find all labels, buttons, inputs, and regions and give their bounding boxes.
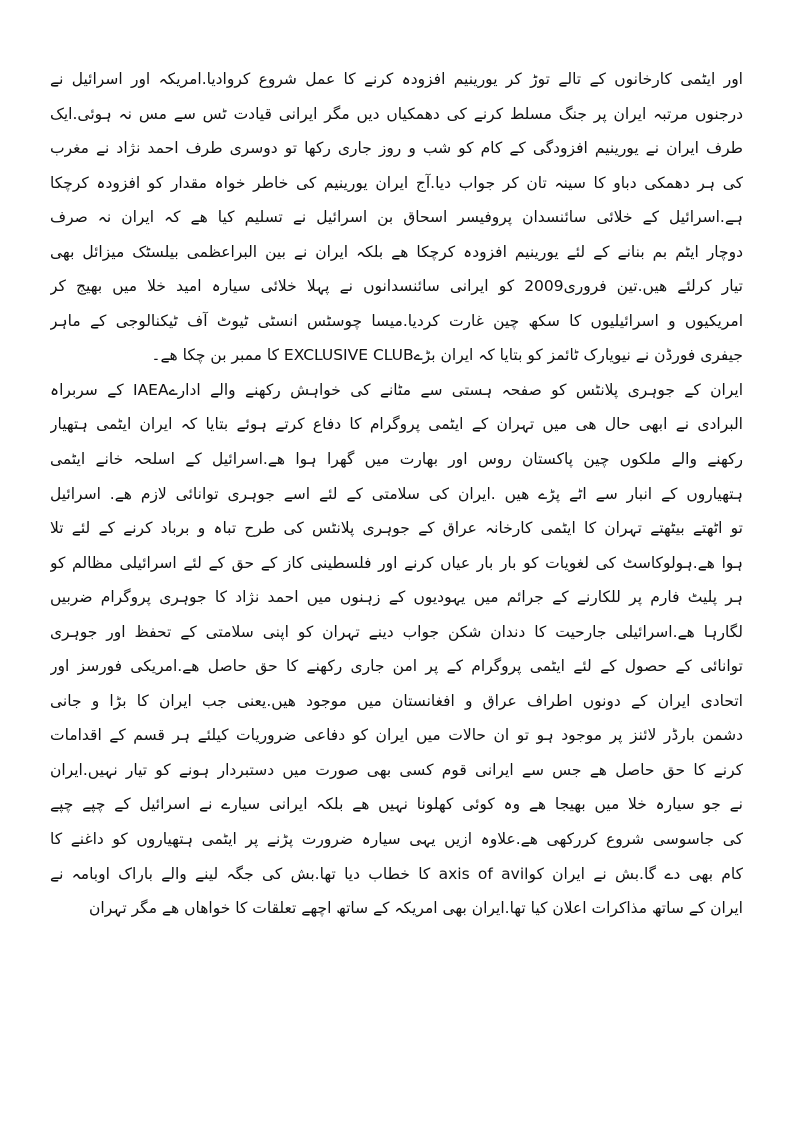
text-line: ایران کے ساتھ مذاکرات اعلان کیا تھا.ایران بھی امریکہ کے ساتھ اچھے تعلقات کا خواھاں ھے مگر تہران <box>89 899 743 918</box>
text-line: جیفری فورڈن نے نیویارک ٹائمز کو بتایا کہ ایران بڑےEXCLUSIVE CLUB کا ممبر بن چکا ھے۔ <box>151 346 743 365</box>
text-line: دشمن بارڈر لائنز پر موجود ہو تو ان حالات میں ایران کو دفاعی ضروریات کیلئے ہر قسم کے اقدامات <box>50 726 743 745</box>
text-line: نے جو سیارہ خلا میں بھیجا ھے وہ کوئی کھلونا نہیں ھے بلکہ ایرانی سیارے نے اسرائیل کے چپے چپے <box>50 795 743 814</box>
text-line: کی ہر دھمکی دباو کا سینہ تان کر جواب دیا.آج ایران یورینیم کی خاطر خواہ مقدار کو افزودہ کرچکا <box>50 173 743 192</box>
text-line: ایران کے جوہری پلانٹس کو صفحہ ہستی سے مٹانے کی خواہش رکھنے والے ادارےIAEA کے سربراہ <box>50 380 743 399</box>
text-line: اور ایٹمی کارخانوں کے تالے توڑ کر یورینیم افزودہ کرنے کا عمل شروع کروادیا.امریکہ اور اسرائیل نے <box>50 70 743 88</box>
text-line: کرنے کا حق حاصل ھے جس سے ایرانی قوم کسی بھی صورت میں دستبردار ہونے کو تیار نہیں.ایران <box>50 760 743 779</box>
text-line: کام بھی دے گا.بش نے ایران کوaxis of avil کا خطاب دیا تھا.بش کی جگہ لینے والے باراک اوبامہ نے <box>50 864 743 883</box>
text-line: دوچار ایٹم بم بنانے کے لئے یورینیم افزودہ کرچکا ھے بلکہ ایران نے بین البراعظمی بیلسٹک میزائل بھی <box>50 242 743 261</box>
text-line: رکھنے والے ملکوں چین پاکستان روس اور بھارت میں گھرا ہوا ھے.اسرائیل کے اسلحہ خانے ایٹمی <box>50 450 743 469</box>
text-line: ہوا ھے.ہولوکاسٹ کی لغویات کو بار بار عیاں کرنے اور فلسطینی کاز کے حق کے لئے اسرائیلی مظالم کو <box>50 553 743 572</box>
text-line: ہتھیاروں کے انبار سے اٹے پڑے ھیں .ایران کی سلامتی کے لئے اسے جوہری توانائی لازم ھے. اسرائیل <box>50 484 743 503</box>
text-line: اتحادی ایران کے دونوں اطراف عراق و افغانستان میں موجود ھیں.یعنی جب ایران کا بڑا و جانی <box>50 691 743 710</box>
text-line: طرف ایران نے یورینیم افزودگی کے کام کو شب و روز جاری رکھا تو دوسری طرف احمد نژاد نے مغرب <box>50 139 743 158</box>
text-line: ہر پلیٹ فارم پر للکارنے کے جرائم میں یہودیوں کے زہنوں میں احمد نژاد کا جوہری پروگرام ضربیں <box>50 588 743 607</box>
article-body <box>50 62 743 926</box>
text-line: تو اٹھتے بیٹھتے تہران کا ایٹمی کارخانہ عراق کے جوہری پلانٹس کی طرح تباہ و برباد کرنے کے لئے تلا <box>50 519 743 538</box>
text-line: توانائی کے حصول کے لئے ایٹمی پروگرام کے پر امن جاری رکھنے کا حق حاصل ھے.امریکی فورسز اور <box>50 657 743 676</box>
text-line: امریکیوں و اسرائیلیوں کا سکھ چین غارت کردیا.میسا چوسٹس انسٹی ٹیوٹ آف ٹیکنالوجی کے ماہر <box>50 311 743 330</box>
text-line: کی جاسوسی شروع کررکھی ھے.علاوہ ازیں یہی سیارہ ضرورت پڑنے پر ایٹمی ہتھیاروں کو داغنے کا <box>50 830 743 849</box>
text-line: ہے.اسرائیل کے خلائی سائنسدان پروفیسر اسحاق بن اسرائیل نے تسلیم کیا ھے کہ ایران نہ صرف <box>50 208 743 227</box>
text-line: درجنوں مرتبہ ایران پر جنگ مسلط کرنے کی دھمکیاں دیں مگر ایرانی قیادت ٹس سے مس نہ ہوئی.ایک <box>50 104 743 123</box>
text-line: البرادی نے ابھی حال ھی میں تہران کے ایٹمی پروگرام کا دفاع کرتے ہوئے بتایا کہ ایران ایٹمی ہتھیار <box>50 415 743 434</box>
text-line: تیار کرلئے ھیں.تین فروری2009 کو ایرانی سائنسدانوں نے پہلا خلائی سیارہ امید خلا میں بھیج کر <box>50 277 743 296</box>
text-line: لگارہا ھے.اسرائیلی جارحیت کا دندان شکن جواب دینے تہران کو اپنی سلامتی کے تحفظ اور جوہری <box>50 622 743 641</box>
